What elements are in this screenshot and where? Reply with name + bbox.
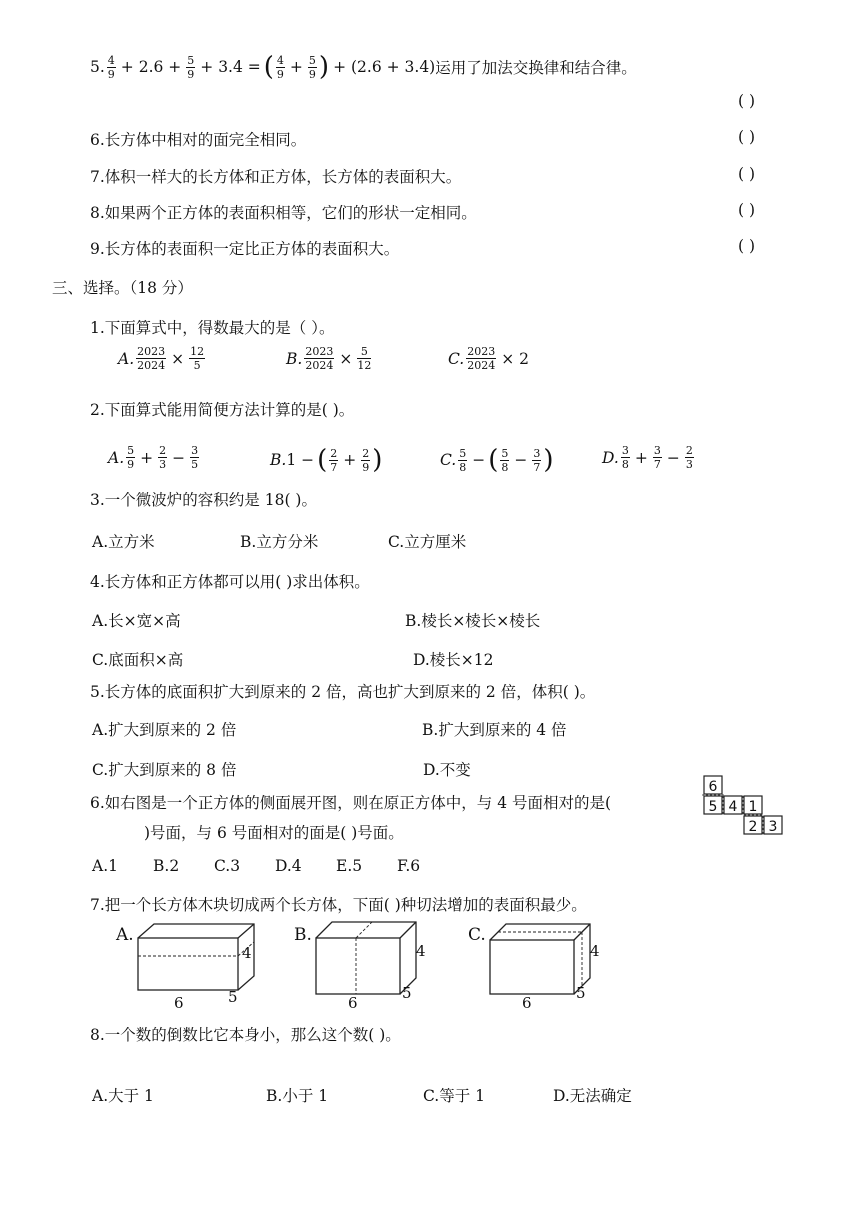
svg-text:B.: B.: [294, 925, 312, 945]
choice-q8-stem: 8.一个数的倒数比它本身小，那么这个数( )。: [90, 1026, 401, 1044]
choice-q8-option-c[interactable]: C.等于 1: [423, 1087, 486, 1105]
judge-q8: 8.如果两个正方体的表面积相等，它们的形状一定相同。: [90, 204, 477, 222]
operator: + 2.6 +: [120, 58, 182, 76]
choice-q4-option-d[interactable]: D.棱长×12: [413, 651, 494, 669]
choice-q3-stem: 3.一个微波炉的容积约是 18( )。: [90, 491, 317, 509]
operator: +: [289, 58, 303, 76]
judge-q5: [90, 52, 637, 82]
choice-q2-option-b[interactable]: B. 1 − ( $\frac{2}{7}$ + $\frac{2}{9}$ ): [270, 445, 383, 475]
judge-q6: 6.长方体中相对的面完全相同。: [90, 131, 307, 149]
choice-q7-figure-a[interactable]: [112, 918, 262, 1010]
svg-text:5: 5: [228, 988, 238, 1006]
svg-text:4: 4: [242, 944, 252, 962]
choice-q4-option-c[interactable]: C.底面积×高: [92, 651, 184, 669]
svg-text:A.: A.: [116, 925, 134, 945]
answer-paren[interactable]: ( ): [738, 201, 756, 219]
choice-q3-option-b[interactable]: B.立方分米: [240, 533, 319, 551]
operator: + 3.4 =: [200, 58, 261, 76]
svg-text:4: 4: [590, 942, 600, 960]
net-face: 3: [768, 819, 778, 835]
choice-q6-option-a[interactable]: A.1: [92, 857, 118, 875]
svg-text:6: 6: [348, 994, 358, 1010]
paren-right: ): [318, 52, 330, 82]
choice-q6-option-c[interactable]: C.3: [214, 857, 241, 875]
choice-q8-option-d[interactable]: D.无法确定: [553, 1087, 632, 1105]
choice-q8-option-a[interactable]: A.大于 1: [92, 1087, 154, 1105]
cube-net-figure: [700, 772, 792, 838]
choice-q6-option-d[interactable]: D.4: [275, 857, 302, 875]
choice-q4-stem: 4.长方体和正方体都可以用( )求出体积。: [90, 573, 370, 591]
choice-q1-option-c[interactable]: C. $\frac{2023}{2024}$ × 2: [448, 345, 530, 372]
choice-q5-stem: 5.长方体的底面积扩大到原来的 2 倍，高也扩大到原来的 2 倍，体积( )。: [90, 683, 596, 701]
choice-q6-option-f[interactable]: F.6: [397, 857, 421, 875]
net-face: 6: [708, 779, 718, 795]
svg-text:C.: C.: [468, 925, 486, 945]
net-face: 4: [728, 799, 738, 815]
choice-q4-option-b[interactable]: B.棱长×棱长×棱长: [405, 612, 541, 630]
fraction: $\frac{5}{9}$: [187, 53, 195, 81]
choice-q6-option-e[interactable]: E.5: [336, 857, 363, 875]
choice-q1-option-b[interactable]: B. $\frac{2023}{2024}$ × $\frac{5}{12}$: [286, 345, 372, 372]
paren-left: (: [263, 52, 274, 82]
fraction: $\frac{4}{9}$: [107, 53, 115, 81]
section-title: 三、选择。（18 分）: [52, 279, 193, 297]
net-face: 5: [708, 799, 718, 815]
choice-q4-option-a[interactable]: A.长×宽×高: [92, 612, 181, 630]
choice-q8-option-b[interactable]: B.小于 1: [266, 1087, 329, 1105]
svg-text:5: 5: [576, 984, 586, 1002]
choice-q1-option-a[interactable]: A. $\frac{2023}{2024}$ × $\frac{12}{5}$: [118, 345, 205, 372]
answer-paren[interactable]: ( ): [738, 128, 756, 146]
choice-q3-option-a[interactable]: A.立方米: [92, 533, 155, 551]
choice-q5-option-b[interactable]: B.扩大到原来的 4 倍: [422, 721, 567, 739]
choice-q5-option-d[interactable]: D.不变: [423, 761, 471, 779]
choice-q7-figure-c[interactable]: [466, 918, 616, 1010]
judge-q7: 7.体积一样大的长方体和正方体，长方体的表面积大。: [90, 168, 462, 186]
svg-text:5: 5: [402, 984, 412, 1002]
svg-text:6: 6: [522, 994, 532, 1010]
answer-paren[interactable]: ( ): [738, 237, 756, 255]
choice-q2-option-c[interactable]: C. $\frac{5}{8}$ − ( $\frac{5}{8}$ − $\frac{3}{7}$ ): [440, 445, 554, 475]
answer-paren[interactable]: ( ): [738, 92, 756, 110]
choice-q5-option-c[interactable]: C.扩大到原来的 8 倍: [92, 761, 237, 779]
svg-text:4: 4: [416, 942, 426, 960]
choice-q2-option-a[interactable]: A. $\frac{5}{9}$ + $\frac{2}{3}$ − $\frac{3}{5}$: [108, 444, 199, 471]
fraction: $\frac{5}{9}$: [308, 53, 316, 81]
choice-q6-stem-line1: 6.如右图是一个正方体的侧面展开图，则在原正方体中，与 4 号面相对的是(: [90, 794, 612, 812]
fraction: $\frac{4}{9}$: [276, 53, 284, 81]
svg-text:6: 6: [174, 994, 184, 1010]
answer-paren[interactable]: ( ): [738, 165, 756, 183]
choice-q2-stem: 2.下面算式能用简便方法计算的是( )。: [90, 401, 355, 419]
operator: + (2.6 + 3.4): [333, 58, 436, 76]
net-face: 1: [748, 799, 758, 815]
choice-q7-figure-b[interactable]: [292, 918, 442, 1010]
net-face: 2: [748, 819, 758, 835]
q5-tail: 运用了加法交换律和结合律。: [435, 59, 637, 77]
judge-q9: 9.长方体的表面积一定比正方体的表面积大。: [90, 240, 400, 258]
choice-q1-stem: 1.下面算式中，得数最大的是（ ）。: [90, 319, 335, 337]
choice-q3-option-c[interactable]: C.立方厘米: [388, 533, 467, 551]
q5-number: 5.: [90, 58, 105, 76]
choice-q2-option-d[interactable]: D. $\frac{3}{8}$ + $\frac{3}{7}$ − $\frac{2}{3}$: [602, 444, 693, 471]
choice-q6-option-b[interactable]: B.2: [153, 857, 180, 875]
choice-q5-option-a[interactable]: A.扩大到原来的 2 倍: [92, 721, 237, 739]
choice-q6-stem-line2: )号面，与 6 号面相对的面是( )号面。: [144, 824, 404, 842]
choice-q7-stem: 7.把一个长方体木块切成两个长方体，下面( )种切法增加的表面积最少。: [90, 896, 587, 914]
